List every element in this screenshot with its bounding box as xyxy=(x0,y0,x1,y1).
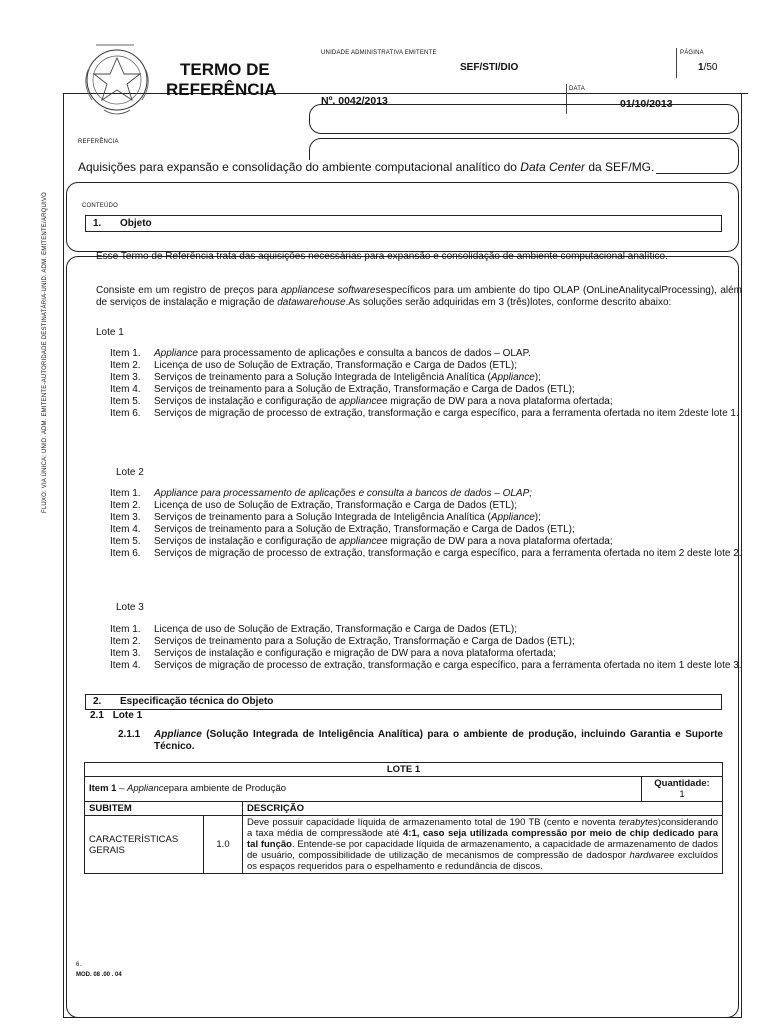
table-item-bold: Item 1 xyxy=(89,783,117,794)
item-number: Item 2. xyxy=(110,500,141,511)
subsection-2-1-number: 2.1 xyxy=(90,710,104,721)
table-col-subitem: SUBITEM xyxy=(85,802,243,816)
item-text: Serviços de migração de processo de extração, transformação e carga específico, para a ferramenta ofertada no item 2 deste lote 2. xyxy=(154,548,742,559)
paragraph-2-em2: datawarehouse xyxy=(277,296,346,308)
number-date-box xyxy=(309,104,739,134)
section2-number: 2. xyxy=(93,696,102,707)
item-number: Item 3. xyxy=(110,512,141,523)
document-title-line2: REFERÊNCIA xyxy=(166,80,277,99)
paragraph-1: Esse Termo de Referência trata das aquisições necessárias para expansão e consolidação de ambiente computacional analítico. xyxy=(96,251,668,262)
item-number: Item 2. xyxy=(110,636,141,647)
reference-label: REFERÊNCIA xyxy=(78,139,119,145)
desc-part-3: . Entende-se por capacidade líquida de armazenamento, a capacidade de armazenamento de dados de usuário, compossibilidade de utilização de mecanismos de compressão de dadospor xyxy=(247,839,718,861)
coat-of-arms-seal xyxy=(74,40,160,122)
table-quantity-value: 1 xyxy=(679,789,685,800)
item-number: Item 1. xyxy=(110,624,141,635)
page-number xyxy=(698,62,717,73)
item-number: Item 3. xyxy=(110,648,141,659)
lot1-title: Lote 1 xyxy=(96,327,124,338)
item-text-em: Appliance xyxy=(154,348,198,359)
table-header-row xyxy=(85,802,723,816)
item-number: Item 5. xyxy=(110,536,141,547)
form-model-code: MOD. 08 .00 . 04 xyxy=(76,972,122,978)
subsection-2-1-1 xyxy=(118,729,723,753)
item-text: Serviços de treinamento para a Solução de Extração, Transformação e Carga de Dados (ETL); xyxy=(154,384,575,395)
section2-title: Especificação técnica do Objeto xyxy=(120,696,274,707)
subsection-2-1-1-em: Appliance xyxy=(154,729,202,740)
desc-em-1: terabytes xyxy=(618,817,658,828)
item-number: Item 6. xyxy=(110,548,141,559)
table-item-cell xyxy=(85,777,642,802)
footer-mark: 6. xyxy=(76,962,82,968)
table-item-rest: para ambiente de Produção xyxy=(168,783,287,794)
item-text: Serviços de instalação e configuração e migração de DW para a nova plataforma ofertada; xyxy=(154,648,556,659)
item-text-em: appliance xyxy=(339,396,382,407)
content-label: CONTEÚDO xyxy=(82,203,118,209)
lot1-item xyxy=(110,384,742,396)
item-text-em: Appliance para processamento de aplicações e consulta a bancos de dados – OLAP; xyxy=(154,488,533,499)
paragraph-2-b: específicos para um ambiente do tipo OLAP (OnLineAnalitycalProcessing), além de serviços de instalação e migração de xyxy=(96,285,743,308)
item-text-post: ); xyxy=(534,512,541,523)
lot1-item xyxy=(110,372,742,384)
routing-side-text: FLUXO: VIA ÚNICA: UNID. ADM. EMITENTE-AUTORIDADE DESTINATÁRIA-UNID. ADM. EMITENTE/ARQUIVO xyxy=(42,192,48,513)
reference-text-b: da SEF/MG. xyxy=(585,160,655,174)
lot3-item xyxy=(110,648,742,660)
reference-text-em: Data Center xyxy=(520,160,585,174)
section1-number: 1. xyxy=(93,218,102,229)
table-quantity-cell xyxy=(642,777,723,802)
table-row-description xyxy=(243,816,723,874)
item-text: Serviços de instalação e configuração de xyxy=(154,536,340,547)
subsection-2-1-1-text: (Solução Integrada de Inteligência Analítica) para o ambiente de produção, incluindo Garantia e Suporte Técnico. xyxy=(154,729,723,752)
unit-value: SEF/STI/DIO xyxy=(460,62,519,73)
item-text: Serviços de treinamento para a Solução Integrada de Inteligência Analítica ( xyxy=(154,512,491,523)
item-number: Item 4. xyxy=(110,524,141,535)
table-item-em: Appliance xyxy=(127,783,169,794)
item-number: Item 6. xyxy=(110,408,141,419)
paragraph-2-a: Consiste em um registro de preços para xyxy=(96,285,281,296)
paragraph-2-c: .As soluções serão adquiridas em 3 (três)lotes, conforme descrito abaixo: xyxy=(345,296,672,308)
item-number: Item 1. xyxy=(110,348,141,359)
desc-part-1: Deve possuir capacidade líquida de armazenamento total de 190 TB (cento e noventa xyxy=(247,817,619,828)
subsection-2-1 xyxy=(90,710,142,721)
item-number: Item 1. xyxy=(110,488,141,499)
section1-title: Objeto xyxy=(120,218,152,229)
page-divider xyxy=(676,48,677,78)
lot2-title: Lote 2 xyxy=(116,467,144,478)
desc-em-2: hardware xyxy=(629,850,670,861)
item-text-em: Appliance xyxy=(490,372,535,383)
item-text: Serviços de treinamento para a Solução de Extração, Transformação e Carga de Dados (ETL); xyxy=(154,636,575,647)
lot2-item xyxy=(110,524,742,536)
item-text: Serviços de instalação e configuração de xyxy=(154,396,340,407)
table-quantity-label: Quantidade: xyxy=(654,778,710,789)
reference-text-a: Aquisições para expansão e consolidação do ambiente computacional analítico do xyxy=(78,160,521,174)
item-text-em: Appliance xyxy=(490,512,535,523)
unit-label: UNIDADE ADMINISTRATIVA EMITENTE xyxy=(321,50,437,56)
item-text: Serviços de migração de processo de extração, transformação e carga específico, para a ferramenta ofertada no item 2deste lote 1. xyxy=(154,408,739,419)
lot3-item xyxy=(110,660,742,672)
item-number: Item 4. xyxy=(110,384,141,395)
desc-part-4: e excluídos os espaços requeridos para o espelhamento e redundância de discos. xyxy=(247,850,718,872)
paragraph-2-em1: appliancese softwares xyxy=(280,285,381,296)
section1-heading xyxy=(85,215,722,232)
item-text-post: para processamento de aplicações e consulta a bancos de dados – OLAP. xyxy=(197,348,531,359)
table-col-description: DESCRIÇÃO xyxy=(243,802,723,816)
item-text: Licença de uso de Solução de Extração, Transformação e Carga de Dados (ETL); xyxy=(154,624,517,635)
lot1-item xyxy=(110,396,742,408)
table-title: LOTE 1 xyxy=(85,763,723,777)
table-item-row xyxy=(85,777,723,802)
table-row xyxy=(85,816,723,874)
lot3-title: Lote 3 xyxy=(116,602,144,613)
lot2-item xyxy=(110,488,742,500)
lot1-item xyxy=(110,408,742,420)
item-text-post: e migração de DW para a nova plataforma ofertada; xyxy=(381,396,613,407)
page-total: /50 xyxy=(703,62,718,73)
lot1-item xyxy=(110,348,742,360)
reference-text xyxy=(78,160,656,174)
lot1-table xyxy=(84,762,723,874)
page-current: 1 xyxy=(698,62,704,73)
lot2-item xyxy=(110,500,742,512)
item-number: Item 5. xyxy=(110,396,141,407)
item-text-post: ); xyxy=(534,372,541,383)
lot3-item xyxy=(110,624,742,636)
lot2-item xyxy=(110,548,742,560)
date-label: DATA xyxy=(569,86,585,92)
table-item-dash: – xyxy=(116,783,128,794)
item-number: Item 2. xyxy=(110,360,141,371)
lot1-item xyxy=(110,360,742,372)
desc-bold: 4:1, caso seja utilizada compressão por meio de chip dedicado para tal função xyxy=(247,828,718,850)
item-text: Licença de uso de Solução de Extração, Transformação e Carga de Dados (ETL); xyxy=(154,500,517,511)
lot2-item xyxy=(110,512,742,524)
desc-part-2: )considerando a taxa média de compressãode até xyxy=(247,817,718,839)
table-row-number: 1.0 xyxy=(204,816,243,874)
document-title-line1: TERMO DE xyxy=(180,60,270,79)
item-number: Item 4. xyxy=(110,660,141,671)
item-text: Serviços de migração de processo de extração, transformação e carga específico, para a ferramenta ofertada no item 1 deste lote 3. xyxy=(154,660,742,671)
subsection-2-1-title: Lote 1 xyxy=(112,710,143,721)
table-row-category: CARACTERÍSTICAS GERAIS xyxy=(85,816,204,874)
subsection-2-1-1-number: 2.1.1 xyxy=(118,729,141,740)
document-number: Nº. 0042/2013 xyxy=(321,95,388,107)
item-text: Serviços de treinamento para a Solução de Extração, Transformação e Carga de Dados (ETL); xyxy=(154,524,575,535)
table-title-row xyxy=(85,763,723,777)
lot2-item xyxy=(110,536,742,548)
date-value: 01/10/2013 xyxy=(620,98,673,110)
item-text-em: appliance xyxy=(339,536,382,547)
item-number: Item 3. xyxy=(110,372,141,383)
item-text: Licença de uso de Solução de Extração, Transformação e Carga de Dados (ETL); xyxy=(154,360,517,371)
page-label: PÁGINA xyxy=(680,50,704,56)
item-text: Serviços de treinamento para a Solução Integrada de Inteligência Analítica ( xyxy=(154,372,491,383)
paragraph-2 xyxy=(96,285,742,308)
item-text-post: e migração de DW para a nova plataforma ofertada; xyxy=(381,536,613,547)
lot3-item xyxy=(110,636,742,648)
section2-heading xyxy=(85,694,722,710)
